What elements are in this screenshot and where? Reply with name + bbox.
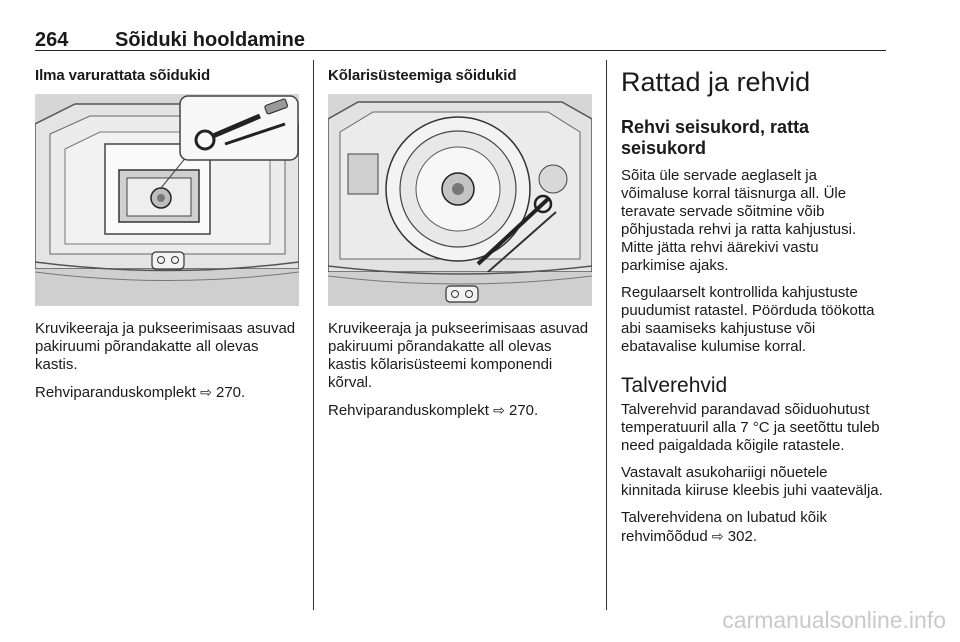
column-divider-2	[606, 60, 607, 610]
page-header	[35, 26, 886, 51]
paragraph-driving-edges: Sõita üle servade aeglaselt ja võimaluse korral täisnurga all. Üle teravate servade sõitmine võib põhjustada rehvi ja ratta kahjustusi. Mitte jätta rehvi äärekivi vastu parkimise ajaks.	[621, 167, 857, 274]
section-title-no-spare: Ilma varurattata sõidukid	[35, 67, 211, 84]
paragraph-tyre-sizes	[621, 509, 886, 546]
ref-page-link[interactable]: 270.	[216, 384, 246, 401]
paragraph-winter-safety: Talverehvid parandavad sõiduohutust temperatuuril alla 7 °C ja seetõttu tuleb need paigaldada kõigile ratastele.	[621, 401, 880, 454]
page-ref-arrow-icon: ⇨	[711, 528, 724, 544]
ref-page-link[interactable]: 270.	[509, 402, 539, 419]
ref-text: Rehviparanduskomplekt	[35, 384, 196, 401]
column-no-spare-wheel	[35, 60, 300, 411]
caption-speaker: Kruvikeeraja ja pukseerimisaas asuvad pakiruumi põrandakatte all olevas kastis kõlarisüsteemi komponendi kõrval.	[328, 320, 589, 391]
ref-text: Rehviparanduskomplekt	[328, 402, 489, 419]
column-wheels-tyres	[621, 60, 886, 555]
caption-no-spare: Kruvikeeraja ja pukseerimisaas asuvad pakiruumi põrandakatte all olevas kastis.	[35, 320, 296, 373]
paragraph-speed-sticker: Vastavalt asukohariigi nõuetele kinnitada kiiruse kleebis juhi vaatevälja.	[621, 464, 883, 499]
paragraph-check-damage: Regulaarselt kontrollida kahjustuste puudumist ratastel. Pöörduda töökotta abi saamiseks kahjustuse või ebatavalise kulumise korral.	[621, 284, 875, 355]
trunk-illustration-no-spare	[35, 94, 299, 306]
subsection-title-condition: Rehvi seisukord, ratta seisukord	[621, 117, 810, 158]
page-ref-arrow-icon: ⇨	[493, 402, 505, 418]
running-title: Sõiduki hooldamine	[115, 29, 306, 51]
tyre-sizes-text: Talverehvidena on lubatud kõik rehvimõõdud	[621, 509, 827, 545]
column-speaker-system	[328, 60, 592, 429]
page-ref-arrow-icon: ⇨	[200, 384, 212, 400]
reference-repair-kit-2	[328, 401, 592, 420]
subsection-title-winter: Talverehvid	[621, 374, 728, 397]
watermark-text: carmanualsonline.info	[722, 607, 946, 633]
chapter-title: Rattad ja rehvid	[621, 67, 811, 97]
column-divider-1	[313, 60, 314, 610]
section-title-speaker: Kõlarisüsteemiga sõidukid	[328, 67, 517, 84]
reference-repair-kit-1	[35, 383, 300, 402]
page-number: 264	[35, 29, 69, 51]
trunk-illustration-speaker	[328, 94, 592, 306]
ref-page-link[interactable]: 302.	[727, 528, 757, 545]
